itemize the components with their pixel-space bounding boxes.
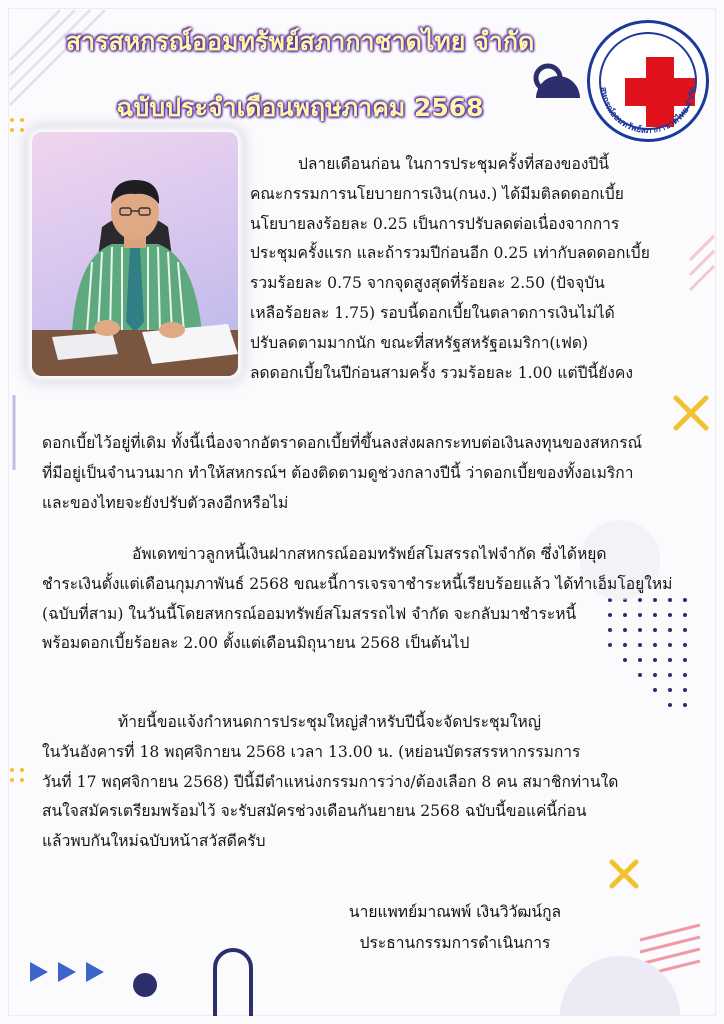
- yellow-dot-grid: [10, 118, 24, 132]
- issue-subtitle: ฉบับประจำเดือนพฤษภาคม 2568: [116, 93, 484, 122]
- yellow-cross-bottom: [612, 862, 636, 886]
- text-line: ดอกเบี้ยไว้อยู่ที่เดิม ทั้งนี้เนื่องจากอัตราดอกเบี้ยที่ขึ้นลงส่งผลกระทบต่อเงินลงทุนของสหกรณ์: [42, 434, 643, 452]
- signer-title: ประธานกรรมการดำเนินการ: [359, 934, 551, 952]
- text-line: อัพเดทข่าวลูกหนี้เงินฝากสหกรณ์ออมทรัพย์สโมสรรถไฟจำกัด ซึ่งได้หยุด: [132, 545, 607, 563]
- text-line: ท้ายนี้ขอแจ้งกำหนดการประชุมใหญ่สำหรับปีนี้จะจัดประชุมใหญ่: [118, 713, 542, 731]
- text-line: คณะกรรมการนโยบายการเงิน(กนง.) ได้มีมติลดดอกเบี้ย: [250, 184, 624, 203]
- newsletter-title: สารสหกรณ์ออมทรัพย์สภากาชาดไทย จำกัด: [65, 27, 535, 56]
- paragraph-interest-rates-continued: [42, 429, 692, 518]
- text-line: แล้วพบกันใหม่ฉบับหน้าสวัสดีครับ: [42, 832, 266, 851]
- chairman-photo: [32, 132, 238, 376]
- paragraph-annual-meeting: [42, 708, 692, 857]
- text-line: (ฉบับที่สาม) ในวันนี้โดยสหกรณ์ออมทรัพย์สโมสรรถไฟ จำกัด จะกลับมาชำระหนี้: [42, 604, 577, 623]
- yellow-cross-right: [676, 398, 706, 428]
- navy-arch-bottom: [215, 950, 251, 1016]
- text-line: ลดดอกเบี้ยในปีก่อนสามครั้ง รวมร้อยละ 1.00 แต่ปีนี้ยังคง: [250, 363, 633, 382]
- text-line: และของไทยจะยังปรับตัวลงอีกหรือไม่: [42, 493, 289, 512]
- paragraph-interest-rates: [250, 150, 690, 388]
- text-line: ประชุมครั้งแรก และถ้ารวมปีก่อนอีก 0.25 เท่ากับลดดอกเบี้ย: [250, 244, 650, 263]
- text-line: นโยบายลงร้อยละ 0.25 เป็นการปรับลดต่อเนื่องจากการ: [250, 214, 620, 233]
- text-line: วันที่ 17 พฤศจิกายน 2568) ปีนี้มีตำแหน่งกรรมการว่าง/ต้องเลือก 8 คน สมาชิกท่านใด: [42, 772, 619, 791]
- text-line: ปลายเดือนก่อน ในการประชุมครั้งที่สองของปีนี้: [298, 155, 610, 173]
- text-line: ที่มีอยู่เป็นจำนวนมาก ทำให้สหกรณ์ฯ ต้องติดตามดูช่วงกลางปีนี้ ว่าดอกเบี้ยของทั้งอเมริกา: [42, 463, 634, 482]
- text-line: พร้อมดอกเบี้ยร้อยละ 2.00 ตั้งแต่เดือนมิถุนายน 2568 เป็นต้นไป: [42, 634, 470, 653]
- diagonal-stripes-right: [690, 236, 714, 290]
- paragraph-debtor-update: [42, 540, 692, 659]
- text-line: เหลือร้อยละ 1.75) รอบนี้ดอกเบี้ยในตลาดการเงินไม่ได้: [250, 303, 615, 322]
- signer-name: นายแพทย์มาณพพ์ เงินวิวัฒน์กูล: [348, 903, 562, 921]
- text-line: รวมร้อยละ 0.75 จากจุดสูงสุดที่ร้อยละ 2.50 (ปัจจุบัน: [250, 274, 605, 293]
- person-photo: [32, 132, 238, 376]
- text-line: ชำระเงินตั้งแต่เดือนกุมภาพันธ์ 2568 ขณะนี้การเจรจาชำระหนี้เรียบร้อยแล้ว ได้ทำเอ็มโอยูใหม่: [42, 574, 673, 593]
- yellow-dot-grid-bottom: [10, 768, 24, 782]
- text-line: ปรับลดตามมากนัก ขณะที่สหรัฐสหรัฐอเมริกา(เฟด): [250, 333, 589, 352]
- text-line: สนใจสมัครเตรียมพร้อมไว้ จะรับสมัครช่วงเดือนกันยายน 2568 ฉบับนี้ขอแค่นี้ก่อน: [42, 802, 587, 821]
- svg-text:สหกรณ์ออมทรัพย์สภากาชาดไทย จำก: [598, 86, 698, 136]
- text-line: ในวันอังคารที่ 18 พฤศจิกายน 2568 เวลา 13.00 น. (หย่อนบัตรสรรหากรรมการ: [42, 742, 581, 761]
- navy-circle-bottom: [133, 973, 157, 997]
- logo-text-arc: [587, 20, 709, 142]
- logo-text: สหกรณ์ออมทรัพย์สภากาชาดไทย จำกัด: [597, 86, 699, 137]
- light-semicircle-bottom: [560, 956, 680, 1016]
- triangles-bottom-left: [30, 962, 104, 982]
